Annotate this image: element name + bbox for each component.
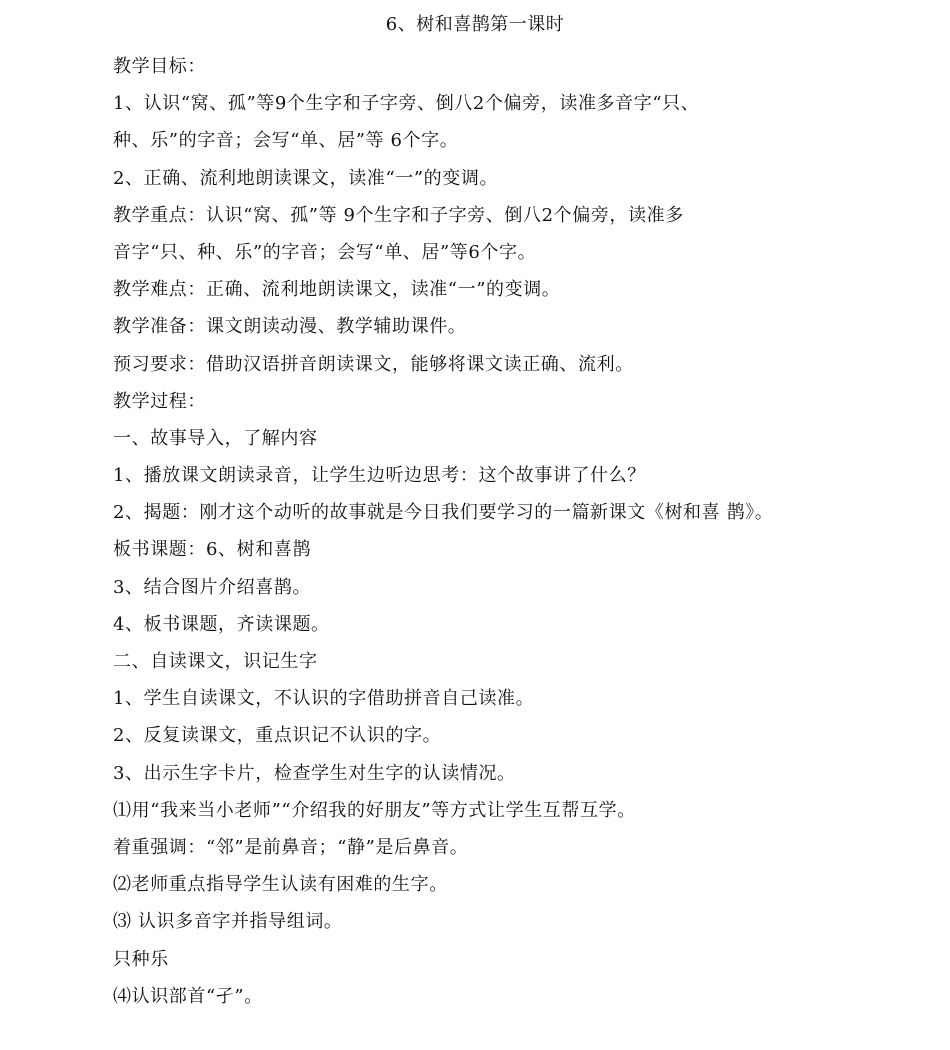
text-line: 4、板书课题，齐读课题。 <box>113 613 330 635</box>
text-line: 教学过程： <box>113 390 206 412</box>
text-line: 种、乐”的字音；会写“单、居”等 6个字。 <box>113 130 459 152</box>
text-line: 3、出示生字卡片，检查学生对生字的认读情况。 <box>113 762 516 784</box>
text-line: 2、正确、流利地朗读课文，读准“一”的变调。 <box>113 167 499 189</box>
text-line: 教学难点：正确、流利地朗读课文，读准“一”的变调。 <box>113 279 561 301</box>
text-line: ⑵老师重点指导学生认读有困难的生字。 <box>113 874 448 896</box>
text-line: ⑴用“我来当小老师”“介绍我的好朋友”等方式让学生互帮互学。 <box>113 799 636 821</box>
text-line: ⑷认识部首“孑”。 <box>113 985 263 1007</box>
text-line: 教学目标： <box>113 56 206 77</box>
text-line: 着重强调：“邻”是前鼻音；“静”是后鼻音。 <box>113 836 469 858</box>
text-line: 二、自读课文，识记生字 <box>113 651 318 672</box>
text-line: 1、认识“窝、孤”等9个生字和子字旁、倒八2个偏旁，读准多音字“只、 <box>113 93 700 115</box>
text-line: 一、故事导入，了解内容 <box>113 427 318 449</box>
text-line: 只种乐 <box>113 948 169 970</box>
text-line: 音字“只、种、乐”的字音；会写“单、居”等6个字。 <box>113 241 537 263</box>
text-line: ⑶ 认识多音字并指导组词。 <box>113 911 343 933</box>
text-line: 教学准备：课文朗读动漫、教学辅助课件。 <box>113 316 467 338</box>
text-line: 2、揭题：刚才这个动听的故事就是今日我们要学习的一篇新课文《树和喜 鹊》。 <box>113 502 774 524</box>
text-line: 教学重点：认识“窝、孤”等 9个生字和子字旁、倒八2个偏旁，读准多 <box>113 204 684 226</box>
text-line: 1、学生自读课文，不认识的字借助拼音自己读准。 <box>113 688 535 710</box>
document-title: 6、树和喜鹊第一课时 <box>385 14 565 35</box>
text-line: 预习要求：借助汉语拼音朗读课文，能够将课文读正确、流利。 <box>113 353 634 375</box>
document-body <box>113 52 913 1019</box>
text-line: 3、结合图片介绍喜鹊。 <box>113 576 312 598</box>
text-line: 板书课题：6、树和喜鹊 <box>113 539 312 561</box>
text-line: 2、反复读课文，重点识记不认识的字。 <box>113 725 442 747</box>
text-line: 1、播放课文朗读录音，让学生边听边思考：这个故事讲了什么？ <box>113 465 646 487</box>
